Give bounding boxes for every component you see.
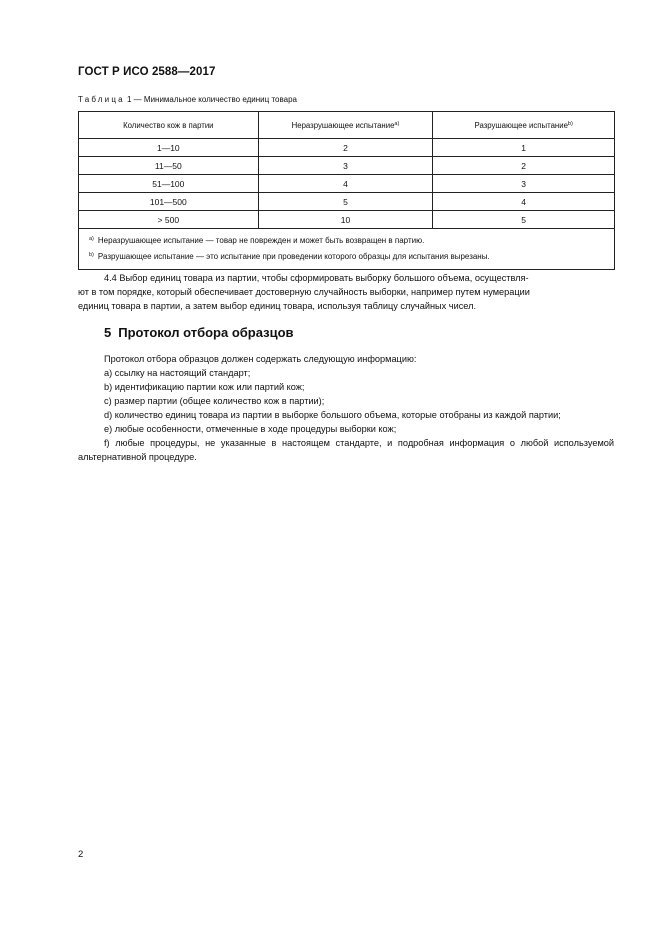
clause-4-4: [78, 271, 614, 313]
clause-4-4-line-1: 4.4 Выбор единиц товара из партии, чтобы сформировать выборку большого объема, осуществля-: [104, 273, 529, 283]
table-row: [79, 211, 615, 229]
list-item: a) ссылку на настоящий стандарт;: [104, 368, 251, 378]
table-row: [79, 193, 615, 211]
section-5-body: [78, 352, 614, 464]
table-header-row: [79, 112, 615, 139]
column-header-nondestructive: Неразрушающее испытание$^{a)}$: [258, 112, 433, 139]
section-number: 5: [104, 325, 112, 340]
list-item: b) идентификацию партии кож или партий кож;: [104, 382, 305, 392]
standard-header: ГОСТ Р ИСО 2588—2017: [78, 66, 216, 78]
column-header-hides: Количество кож в партии: [79, 112, 259, 139]
table-caption-word: Таблица: [78, 95, 125, 104]
clause-4-4-line-3: единиц товара в партии, а затем выбор единиц товара, используя таблицу случайных чисел.: [78, 301, 477, 311]
table-cell: 5: [258, 193, 433, 211]
table-cell: 2: [258, 139, 433, 157]
table-cell: 3: [433, 175, 615, 193]
section-5-intro: Протокол отбора образцов должен содержать следующую информацию:: [104, 354, 417, 364]
table-cell: 4: [433, 193, 615, 211]
table-cell: > 500: [79, 211, 259, 229]
table-cell: 2: [433, 157, 615, 175]
section-5-heading: [104, 325, 294, 340]
column-header-destructive: Разрушающее испытание$^{b)}$: [433, 112, 615, 139]
minimum-units-table: [78, 111, 615, 270]
page-number: 2: [78, 849, 84, 860]
table-row: [79, 157, 615, 175]
table-caption: [78, 95, 297, 104]
table-caption-title: 1 — Минимальное количество единиц товара: [124, 95, 297, 104]
list-item: d) количество единиц товара из партии в выборке большого объема, которые отобраны из каждой партии;: [104, 410, 561, 420]
list-item: e) любые особенности, отмеченные в ходе процедуры выборки кож;: [104, 424, 397, 434]
table-cell: 11—50: [79, 157, 259, 175]
table-cell: 3: [258, 157, 433, 175]
table-row: [79, 139, 615, 157]
list-item: c) размер партии (общее количество кож в партии);: [104, 396, 325, 406]
list-item: f) любые процедуры, не указанные в настоящем стандарте, и подробная информация о любой используемой альтернативной процедуре.: [78, 438, 614, 462]
section-title: Протокол отбора образцов: [118, 325, 294, 340]
table-cell: 1: [433, 139, 615, 157]
table-cell: 10: [258, 211, 433, 229]
table-note-a: $^{a)}$ Неразрушающее испытание — товар не поврежден и может быть возвращен в партию.: [89, 236, 425, 245]
table-notes-row: [79, 229, 615, 270]
table-cell: 101—500: [79, 193, 259, 211]
table-note-b: $^{b)}$ Разрушающее испытание — это испытание при проведении которого образцы для испытания вырезаны.: [89, 252, 490, 261]
table-cell: 1—10: [79, 139, 259, 157]
table-cell: 5: [433, 211, 615, 229]
table-cell: 4: [258, 175, 433, 193]
table-cell: 51—100: [79, 175, 259, 193]
table-row: [79, 175, 615, 193]
table-notes: [79, 229, 615, 270]
clause-4-4-line-2: ют в том порядке, который обеспечивает достоверную случайность выборки, например путем нумерации: [78, 287, 530, 297]
